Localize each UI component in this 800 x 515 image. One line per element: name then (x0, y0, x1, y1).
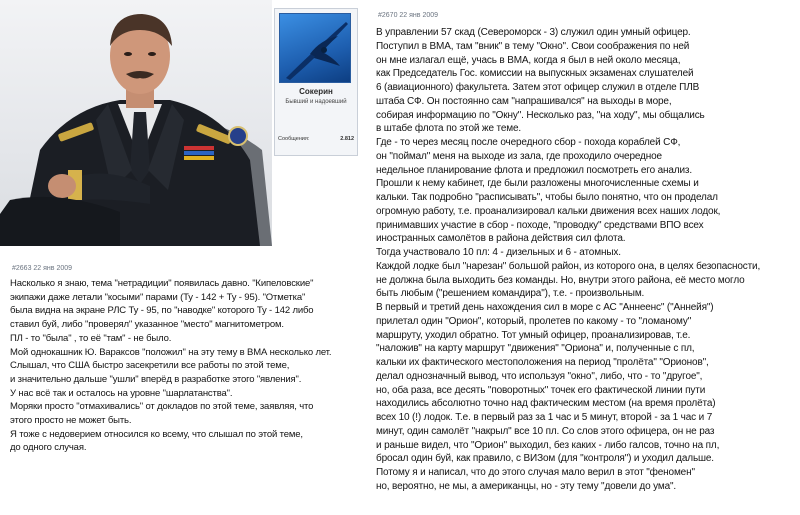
post-text-line: иностранных самолётов в района действия сил флота. (376, 233, 626, 245)
post-text-line: ПЛ - то "была" , то её "там" - не было. (10, 332, 172, 344)
post-text-line: принимавших участие в сбор - походе, "проводку" средствами ВПО всех (376, 219, 704, 231)
post-text-line: В управлении 57 скад (Североморск - 3) служил один умный офицер. (376, 27, 691, 38)
post-text-line: не должна была выходить без команды. Но, внутри этого района, её место могло (376, 274, 745, 286)
post-text-line: но, вероятно, не мы, а американцы, но - эту тему "довели до ума". (376, 480, 677, 492)
post-body-2663 (10, 277, 366, 455)
post-text-line: ставил буй, либо "проверял" указанное "место" магнитометром. (10, 319, 284, 331)
post-text-line: минут, один самолёт "накрыл" все 10 пл. Со слов этого офицера, он не раз (376, 425, 715, 437)
post-text-line: Поступил в ВМА, там "вник" в тему "Окно". Свои соображения по ней (376, 40, 690, 52)
post-text-line: штаба СФ. Он постоянно сам "напрашивался" на выходы в море, (376, 95, 672, 107)
posts-label: Сообщения: (278, 136, 310, 142)
post-text-line: недельное планирование флота и предложил посмотреть его анализ. (376, 164, 692, 176)
bird-in-flight-icon (280, 14, 351, 83)
post-text-line: кальки. Так подробно "расписывать", чтобы было понятно, что он проделал (376, 192, 718, 203)
post-text-line: и раньше видел, что "Орион" выходил, без каких - либо галсов, точно на пл, (376, 439, 720, 451)
post-text-line: 6 (авиационного) факультета. Затем этот офицер служил в отделе ПЛВ (376, 82, 700, 93)
post-text-line: он мне излагал ещё, учась в ВМА, когда я был в ней около месяца, (376, 54, 681, 66)
post-text-line: собирая информацию по "Окну". Несколько раз, "на ходу", мы общались (376, 109, 705, 121)
post-text-line: Прошли к нему кабинет, где были разложены многочисленные схемы и (376, 178, 699, 190)
post-text-line: У нас всё так и осталось на уровне "шарлатанства". (10, 387, 233, 399)
post-text-line: прилетал один "Орион", который, пролетев по какому - то "ломаному" (376, 315, 692, 327)
post-text-line: в штабе флота по этой же теме. (376, 123, 522, 135)
post-meta-2670[interactable]: #2670 22 янв 2009 (378, 12, 439, 19)
post-text-line: но, оба раза, все десять "поворотных" точек его фактической линии пути (376, 384, 706, 396)
post-text-line: огромную работу, т.е. проанализировал кальки движения всех наших лодок, (376, 205, 721, 217)
officer-portrait-image (0, 0, 272, 246)
post-text-line: Где - то через месяц после очередного сбор - похода кораблей СФ, (376, 137, 681, 148)
post-text-line: кальки их фактического местоположения на период "пролёта" "Орионов", (376, 357, 709, 368)
post-text-line: В первый и третий день нахождения сил в море с АС "Аннеенс" ("Аннейя") (376, 302, 714, 313)
post-text-line: Я тоже с недоверием относился ко всему, что слышал по этой теме, (10, 428, 303, 440)
post-text-line: Насколько я знаю, тема "нетрадиции" появилась давно. "Кипеловские" (10, 278, 314, 289)
post-text-line: экипажи даже летали "косыми" парами (Ту - 142 + Ту - 95). "Отметка" (10, 291, 306, 303)
post-text-line: быть любым ("решением командира"), т.е. - произвольным. (376, 288, 645, 300)
profile-photo (0, 0, 272, 246)
post-text-line: делал однозначный вывод, что используя "окно", либо, что - то "другое", (376, 370, 703, 382)
post-text-line: до одного случая. (10, 442, 87, 454)
post-text-line: этого просто не может быть. (10, 415, 132, 427)
post-text-line: "наложив" на карту маршрут "движения" "Ориона" и, полученные с пл, (376, 343, 695, 355)
post-text-line: была видна на экране РЛС Ту - 95, по "наводке" которого Ту - 142 либо (10, 305, 314, 317)
post-text-line: всех 10 (!) лодок. Т.е. в первый раз за 1 час и 5 минут, второй - за 1 час и 7 (376, 412, 713, 423)
post-text-line: Тогда участвовало 10 пл: 4 - дизельных и 6 - атомных. (376, 247, 621, 258)
post-text-line: и значительно дальше "ушли" вперёд в разработке этого "явления". (10, 373, 302, 385)
post-body-2670 (376, 26, 800, 494)
post-text-line: как Председатель Гос. комиссии на выпускных экзаменах слушателей (376, 68, 694, 80)
user-avatar[interactable] (279, 13, 351, 83)
posts-count: 2.812 (340, 136, 354, 142)
username[interactable]: Сокерин (299, 87, 333, 96)
post-meta-2663[interactable]: #2663 22 янв 2009 (12, 265, 73, 272)
user-profile-card (274, 8, 358, 156)
post-text-line: Моряки просто "отмахивались" от докладов по этой теме, заявляя, что (10, 401, 314, 413)
post-text-line: он "поймал" меня на выходе из зала, где проходило очередное (376, 150, 662, 162)
post-text-line: маршруту, уходил обратно. Тот умный офицер, проанализировав, т.е. (376, 329, 691, 341)
user-title: Бывший и надоевший (285, 99, 347, 105)
post-text-line: Потому я и написал, что до этого случая мало верил в этот "феномен" (376, 467, 695, 478)
post-text-line: Слышал, что США быстро засекретили все работы по этой теме, (10, 360, 290, 372)
post-text-line: находились абсолютно точно над фактическим местом (на время пролёта) (376, 398, 716, 410)
post-text-line: бросал один буй, как правило, с ВИЗом (для "контроля") и уходил дальше. (376, 453, 714, 465)
post-text-line: Каждой лодке был "нарезан" большой район, из которого она, в целях безопасности, (376, 260, 761, 272)
user-post-count (278, 133, 354, 145)
post-text-line: Мой однокашник Ю. Вараксов "положил" на эту тему в ВМА несколько лет. (10, 346, 332, 358)
